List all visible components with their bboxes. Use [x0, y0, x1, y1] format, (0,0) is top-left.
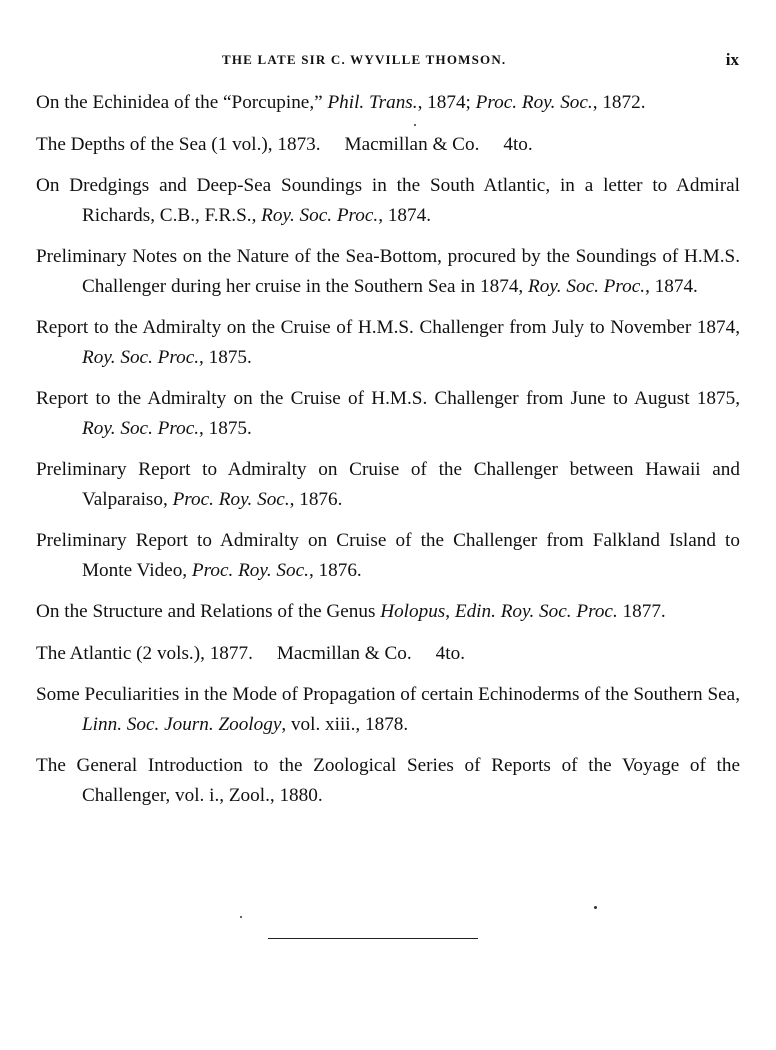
entry-text: On the Echinidea of the “Porcupine,”: [36, 92, 328, 113]
entry-text: Report to the Admiralty on the Cruise of H.M.S. Challenger from June to August 1875,: [36, 388, 740, 409]
bibliography-entry: [36, 639, 740, 669]
entry-citation-italic: Proc. Roy. Soc.: [475, 92, 593, 113]
entry-text: The Atlantic (2 vols.), 1877. Macmillan & Co. 4to.: [36, 642, 466, 664]
entry-text: On Dredgings and Deep-Sea Soundings in the South Atlantic, in a letter to Admiral Richards, C.B., F.R.S.,: [36, 175, 740, 226]
bibliography-entry: [36, 455, 740, 514]
bibliography-entry: [36, 88, 740, 118]
entry-citation-italic: Phil. Trans.: [327, 92, 418, 113]
bibliography-entry: [36, 242, 740, 301]
entry-text: , 1874.: [378, 204, 431, 226]
print-speck: [594, 906, 597, 909]
entry-text: , 1875.: [199, 346, 252, 368]
entry-citation-italic: Roy. Soc. Proc.: [82, 346, 200, 368]
entry-text: Preliminary Report to Admiralty on Cruise of the Challenger from Falkland Island to Monte Video,: [36, 530, 740, 581]
entry-text: The General Introduction to the Zoological Series of Reports of the Voyage of the Challenger, vol. i., Zool., 1880.: [36, 755, 740, 806]
bibliography-entry: [36, 171, 740, 230]
entry-citation-italic: Roy. Soc. Proc.: [261, 204, 379, 226]
entry-text: 1877.: [617, 601, 666, 622]
entry-text: Preliminary Report to Admiralty on Cruise of the Challenger between Hawaii and Valparaiso,: [36, 459, 740, 510]
bibliography-entry: [36, 680, 740, 739]
entry-text: , 1874;: [417, 92, 476, 113]
print-speck: [414, 124, 416, 126]
bibliography-entry: [36, 526, 740, 585]
entry-text: , 1876.: [289, 488, 343, 510]
closing-rule: [268, 938, 478, 939]
bibliography-entry: [36, 130, 740, 160]
page-number: ix: [725, 50, 739, 69]
entry-text: , 1876.: [308, 559, 362, 581]
entry-citation-italic: Linn. Soc. Journ. Zoology: [82, 713, 282, 735]
entry-text: Report to the Admiralty on the Cruise of H.M.S. Challenger from July to November 1874,: [36, 317, 740, 338]
entry-text: , 1875.: [199, 417, 252, 439]
bibliography-entry: [36, 597, 740, 627]
running-title: THE LATE SIR C. WYVILLE THOMSON.: [222, 52, 507, 67]
entry-text: The Depths of the Sea (1 vol.), 1873. Macmillan & Co. 4to.: [36, 133, 533, 155]
entry-text: Preliminary Notes on the Nature of the Sea-Bottom, procured by the Soundings of H.M.S. Challenger during her cruise in the Southern Sea in 1874,: [36, 246, 740, 297]
print-speck: [240, 916, 242, 918]
entry-text: ,: [445, 601, 455, 622]
entry-citation-italic: Roy. Soc. Proc.: [82, 417, 200, 439]
entry-text: , 1872.: [592, 92, 646, 113]
entry-citation-italic: Holopus: [380, 601, 446, 622]
entry-text: Some Peculiarities in the Mode of Propagation of certain Echinoderms of the Southern Sea,: [36, 684, 740, 705]
bibliography-entry: [36, 313, 740, 372]
entry-citation-italic: Proc. Roy. Soc.: [191, 559, 309, 581]
bibliography-entry: [36, 751, 740, 810]
entry-citation-italic: Edin. Roy. Soc. Proc.: [454, 601, 618, 622]
entry-text: , 1874.: [645, 275, 698, 297]
entry-citation-italic: Proc. Roy. Soc.: [172, 488, 290, 510]
bibliography-list: [36, 88, 740, 822]
bibliography-entry: [36, 384, 740, 443]
entry-citation-italic: Roy. Soc. Proc.: [528, 275, 646, 297]
entry-text: On the Structure and Relations of the Genus: [36, 601, 381, 622]
entry-text: , vol. xiii., 1878.: [281, 713, 409, 735]
